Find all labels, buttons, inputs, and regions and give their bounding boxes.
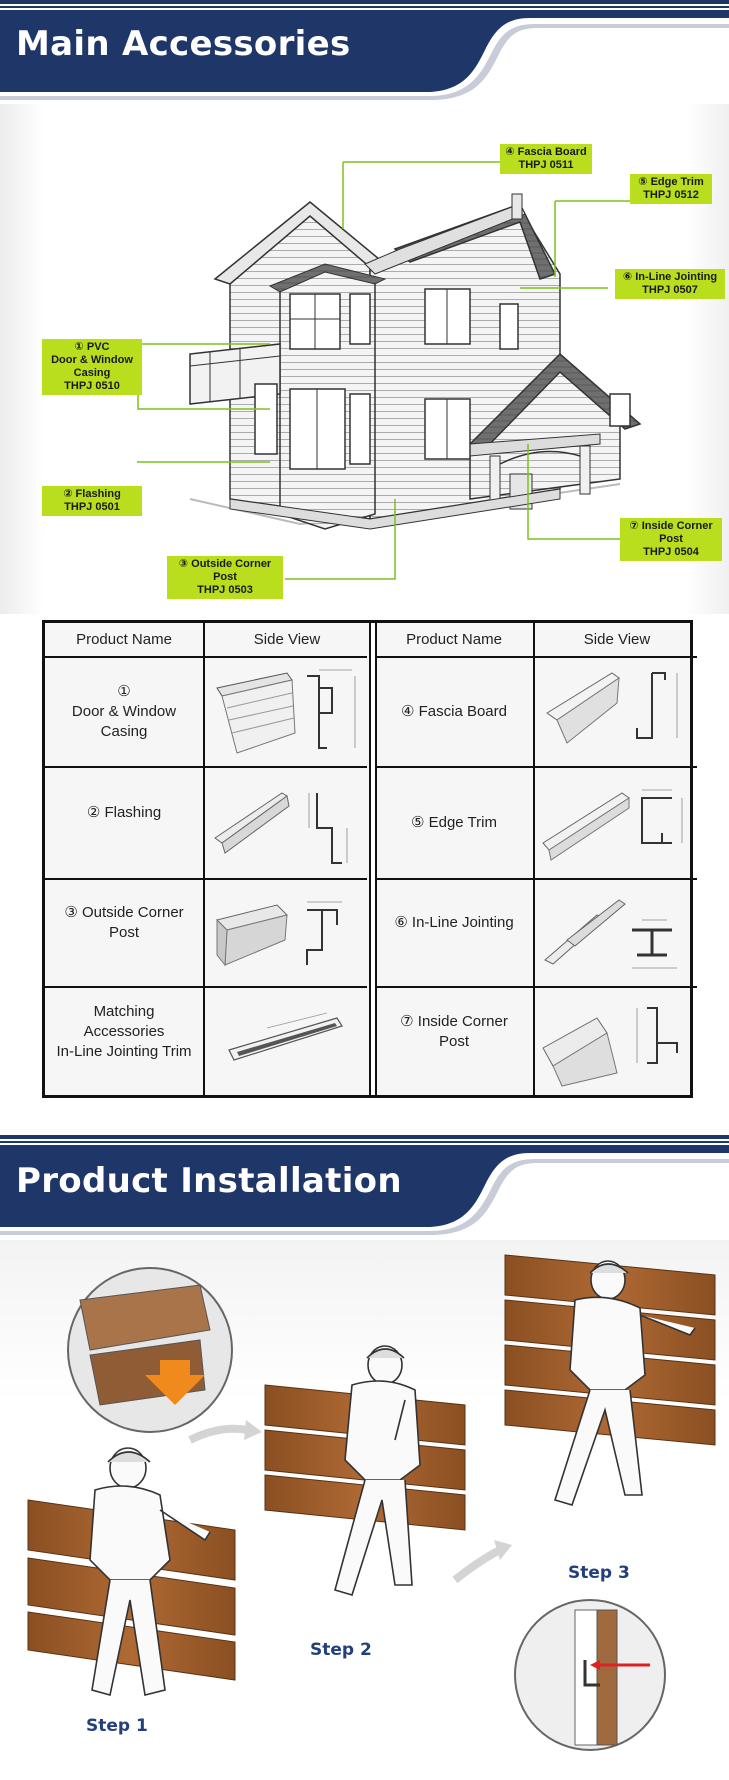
table-row <box>375 768 697 880</box>
step-2-label: Step 2 <box>310 1640 372 1660</box>
header-top-rule <box>0 1135 729 1139</box>
header-top-rule <box>0 0 729 4</box>
outside-corner-profile-drawing <box>207 880 365 986</box>
callout-flashing <box>42 486 142 516</box>
inline-jointing-profile-drawing <box>537 880 695 986</box>
callout-edge-trim <box>630 174 712 204</box>
product-name-line: ⑥ In-Line Jointing <box>394 914 514 931</box>
callout-flashing-line1: ② Flashing <box>63 488 121 500</box>
casing-profile-drawing <box>207 658 365 766</box>
product-installation-title: Product Installation <box>16 1161 402 1201</box>
product-name-line: Matching <box>93 1002 155 1020</box>
callout-flashing-line2: THPJ 0501 <box>64 501 120 513</box>
callout-outside-line2: Post <box>213 571 237 583</box>
product-name-cell <box>375 658 535 766</box>
product-name-cell <box>45 880 205 986</box>
product-name-line: Casing <box>100 723 148 740</box>
step-3-label: Step 3 <box>568 1563 630 1583</box>
product-name-line: Post <box>438 1032 469 1050</box>
header-top-rule-thin <box>0 1141 729 1143</box>
callout-fascia-line1: ④ Fascia Board <box>505 146 587 158</box>
edge-trim-profile-drawing <box>537 768 695 878</box>
table-row <box>375 658 697 768</box>
table-row <box>45 880 367 988</box>
callout-inside-line1: ⑦ Inside Corner <box>629 520 713 532</box>
table-right-column <box>375 623 697 1095</box>
callout-fascia-board <box>500 144 592 174</box>
callout-outside-line1: ③ Outside Corner <box>178 558 272 570</box>
product-installation-header <box>0 1135 729 1245</box>
main-accessories-title: Main Accessories <box>16 24 351 64</box>
fascia-profile-drawing <box>537 658 695 766</box>
main-accessories-header <box>0 0 729 110</box>
side-view-inline-jointing-trim <box>207 988 367 1095</box>
callout-edge-line1: ⑤ Edge Trim <box>638 176 704 188</box>
table-left-column <box>45 623 367 1095</box>
product-name-cell <box>45 658 205 766</box>
side-view-inline-jointing <box>537 880 697 986</box>
callout-pvc-line3: Casing <box>73 367 111 379</box>
product-name-line: ② Flashing <box>86 804 162 821</box>
product-table <box>42 620 693 1098</box>
side-view-fascia-board <box>537 658 697 766</box>
product-name-line: ③ Outside Corner <box>64 904 184 921</box>
flashing-profile-drawing <box>207 768 365 878</box>
table-header-row <box>45 623 367 658</box>
step-1-label: Step 1 <box>86 1716 148 1736</box>
table-row <box>45 658 367 768</box>
table-row <box>45 988 367 1095</box>
product-name-cell <box>375 880 535 986</box>
header-top-rule-thin <box>0 6 729 8</box>
side-view-flashing <box>207 768 367 878</box>
side-view-casing <box>207 658 367 766</box>
table-row <box>375 880 697 988</box>
inline-trim-drawing <box>207 988 365 1093</box>
side-view-outside-corner <box>207 880 367 986</box>
callout-outside-line3: THPJ 0503 <box>197 584 253 596</box>
callout-fascia-line2: THPJ 0511 <box>518 159 574 171</box>
callout-pvc-line4: THPJ 0510 <box>64 380 120 392</box>
installation-illustration-area <box>0 1240 729 1780</box>
product-name-line: ① <box>117 683 131 700</box>
callout-pvc-casing <box>42 339 142 395</box>
installation-illustration <box>0 1240 729 1780</box>
house-illustration-area <box>0 104 729 614</box>
callout-outside-corner <box>167 556 283 599</box>
product-name-cell <box>375 988 535 1095</box>
header-product-name: Product Name <box>375 623 535 656</box>
product-name-line: In-Line Jointing Trim <box>56 1042 192 1060</box>
callout-inline-jointing <box>615 269 725 299</box>
callout-inline-line2: THPJ 0507 <box>642 284 698 296</box>
callout-inside-line2: Post <box>659 533 683 545</box>
table-header-row <box>375 623 697 658</box>
product-name-line: Accessories <box>83 1022 165 1040</box>
product-name-line: Door & Window <box>71 703 177 720</box>
table-row <box>375 988 697 1095</box>
callout-pvc-line1: ① PVC <box>74 341 110 353</box>
callout-inside-corner <box>620 518 722 561</box>
product-name-line: ⑤ Edge Trim <box>411 814 497 831</box>
header-product-name: Product Name <box>45 623 205 656</box>
side-view-edge-trim <box>537 768 697 878</box>
callout-inline-line1: ⑥ In-Line Jointing <box>622 271 718 283</box>
product-name-cell <box>375 768 535 878</box>
callout-inside-line3: THPJ 0504 <box>643 546 699 558</box>
product-name-line: ⑦ Inside Corner <box>400 1012 508 1030</box>
product-name-line: ④ Fascia Board <box>401 703 507 720</box>
product-name-cell <box>45 768 205 878</box>
product-name-line: Post <box>108 924 139 941</box>
callout-edge-line2: THPJ 0512 <box>643 189 699 201</box>
callout-pvc-line2: Door & Window <box>51 354 133 366</box>
side-view-inside-corner <box>537 988 697 1095</box>
table-row <box>45 768 367 880</box>
product-name-cell <box>45 988 205 1095</box>
header-side-view: Side View <box>253 631 321 648</box>
inside-corner-profile-drawing <box>537 988 695 1093</box>
header-side-view: Side View <box>583 631 651 648</box>
